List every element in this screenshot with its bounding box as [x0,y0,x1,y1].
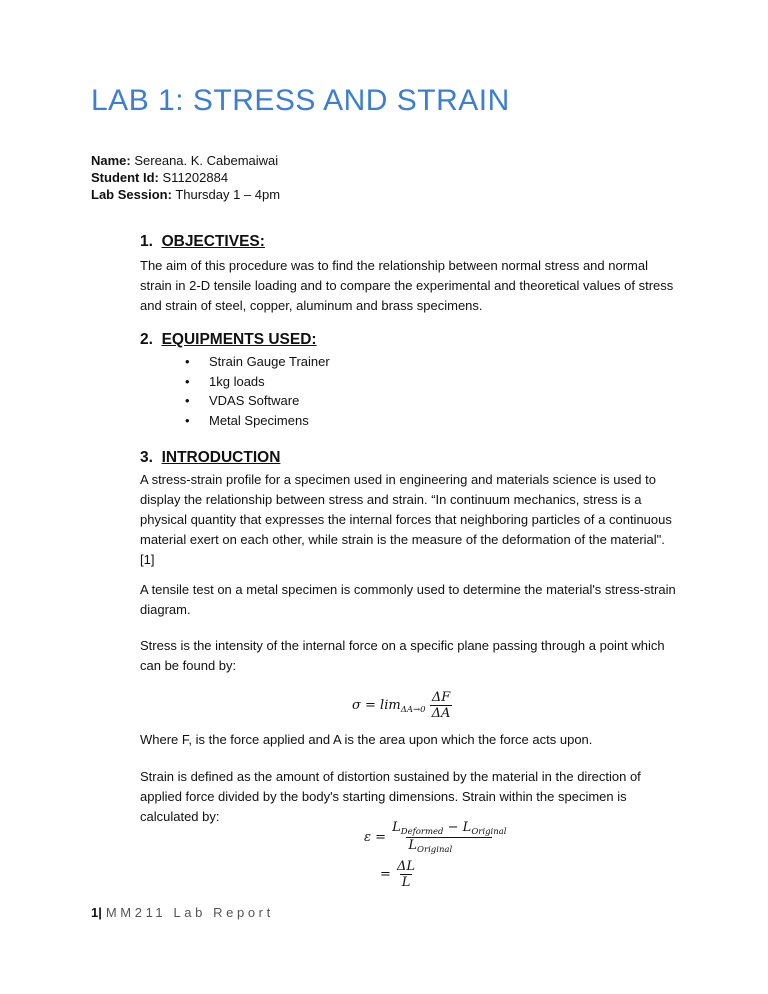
page-number: 1 [91,905,99,920]
name-line: Name: Sereana. K. Cabemaiwai [91,153,279,168]
lab-session-line: Lab Session: Thursday 1 – 4pm [91,187,281,202]
page-footer: 1| MM211 Lab Report [91,905,274,920]
strain-equation-simplified: = $\frac{\Delta L}{L}$ [380,859,416,890]
equipment-heading: 2. EQUIPMENTS USED: [140,331,317,348]
introduction-heading: 3. INTRODUCTION [140,449,281,466]
introduction-paragraph-2: A tensile test on a metal specimen is commonly used to determine the material's stress-strain diagram. [140,582,676,617]
introduction-paragraph-4: Where F, is the force applied and A is the area upon which the force acts upon. [140,732,593,747]
introduction-paragraph-5: Strain is defined as the amount of distortion sustained by the material in the direction of applied force divided by the body's starting dimensions. Strain within the specimen is calculated by: [140,769,641,824]
introduction-paragraph-1: A stress-strain profile for a specimen used in engineering and materials science is used to display the relationship between stress and strain. “In continuum mechanics, stress is a physical quantity that expresses the internal forces that neighboring particles of a continuous material exert on each other, while strain is the measure of the deformation of the material". [1] [140,472,672,567]
stress-equation: $\sigma = \lim_{\Delta A\to 0}$ $\frac{\Delta F}{\Delta A}$ [352,690,451,721]
list-item: • VDAS Software [185,391,330,411]
student-id-line: Student Id: S11202884 [91,170,229,185]
list-item: • Metal Specimens [185,411,330,431]
objectives-text: The aim of this procedure was to find the relationship between normal stress and normal strain in 2-D tensile loading and to compare the experimental and theoretical values of stress and strain of steel, copper, aluminum and brass specimens. [140,258,674,313]
student-info [91,152,280,203]
objectives-heading: 1. OBJECTIVES: [140,233,265,250]
list-item: • Strain Gauge Trainer [185,352,330,372]
equipment-list [185,352,330,430]
list-item: • 1kg loads [185,372,330,392]
strain-equation: ε = $\frac{L_{Deformed} - L_{Original}}{L_{Original}}$ [364,820,507,855]
footer-label: MM211 Lab Report [105,905,274,920]
introduction-paragraph-3: Stress is the intensity of the internal force on a specific plane passing through a point which can be found by: [140,638,665,673]
page-title: LAB 1: STRESS AND STRAIN [91,84,510,117]
